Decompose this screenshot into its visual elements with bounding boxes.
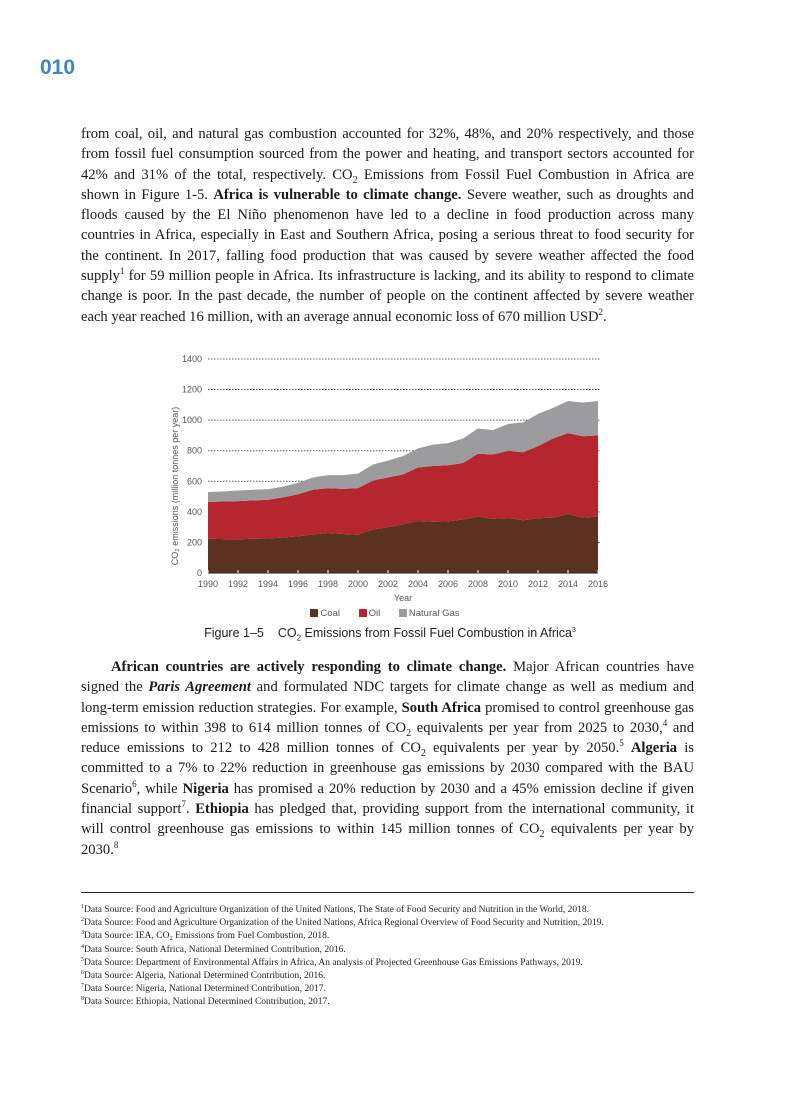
subscript: 2 [296,633,302,643]
legend-item-oil [359,608,381,619]
text-run: has pledged that, providing support from the international community, it will control greenhouse gas emissions to within 145 million tonnes of CO [81,801,695,838]
caption-text: Emissions from Fossil Fuel Combustion in Africa [301,626,572,640]
x-tick-label: 2010 [497,579,519,589]
emphasis-responding: African countries are actively responding to climate change. [111,659,507,675]
y-tick-label: 0 [196,568,202,578]
text-run: equivalents per year from 2025 to 2030, [411,719,663,736]
y-tick-label: 600 [186,476,202,487]
text-run: Major African countries have signed the [81,659,694,696]
figure-label: Figure 1–5 [204,626,264,640]
country-algeria: Algeria [630,740,678,757]
footnote-6 [81,970,701,983]
footnote-ref-8[interactable]: 8 [113,839,119,850]
text-run: equivalents per year by 2030. [81,821,694,858]
text-run [624,740,631,756]
text-run: from coal, oil, and natural gas combustion accounted for 32%, 48%, and 20% respectively, and those from fossil fuel consumption sourced from the power and heating, and transport sectors accounted for 42% and 31% of the total, respectively. CO [81,126,694,183]
x-tick-label: 1998 [317,579,339,589]
footnote-text: Data Source: Nigeria, National Determined Contribution, 2017. [84,984,326,995]
x-tick-label: 2004 [407,579,429,589]
text-run: and formulated NDC targets for climate change as well as medium and long-term emission reduction strategies. For example, [81,679,694,716]
text-run: is committed to a 7% to 22% reduction in greenhouse gas emissions by 2030 compared with the BAU Scenario [81,740,694,797]
x-tick-label: 1996 [287,579,309,589]
text-run: . [603,308,607,325]
figure-1-5 [160,345,630,645]
figure-caption [160,626,620,643]
footnote-7 [81,983,701,996]
country-south-africa: South Africa [401,699,482,716]
legend-label: Natural Gas [408,608,460,619]
footnote-ref-1[interactable]: 1 [119,266,125,277]
paris-agreement-title: Paris Agreement [148,679,251,696]
footnote-1 [81,904,701,917]
x-tick-label: 2006 [437,579,459,589]
text-run: . [185,801,196,818]
x-tick-label: 2014 [557,579,579,589]
subscript: 2 [420,748,426,760]
footnote-4 [81,944,701,957]
text-run: for 59 million people in Africa. Its infrastructure is lacking, and its ability to respond to climate change is poor. In the past decade, the number of people on the continent affected by severe weather each year reached 16 million, with an average annual economic loss of 670 million USD [81,268,694,325]
footnote-number: 5 [81,956,84,963]
legend-label: Oil [368,608,381,619]
footnote-ref-6[interactable]: 6 [132,778,137,789]
y-tick-label: 200 [186,537,202,548]
footnote-ref-3[interactable]: 3 [571,626,576,634]
body-paragraph-2 [81,657,694,860]
footnote-ref-4[interactable]: 4 [662,718,668,729]
x-tick-label: 2012 [527,579,549,589]
footnote-ref-5[interactable]: 5 [619,738,624,749]
chart-legend [160,608,610,619]
natural-gas-swatch-icon [399,609,407,617]
footnote-number: 6 [81,969,84,976]
footnote-text: Data Source: Algeria, National Determined Contribution, 2016. [84,971,326,982]
country-nigeria: Nigeria [182,780,229,797]
text-run: equivalents per year by 2050. [425,740,620,757]
footnote-number: 8 [81,996,84,1003]
y-axis-label: CO₂ emissions (million tonnes per year) [170,406,180,566]
legend-label: Coal [320,608,340,619]
footnote-number: 1 [81,903,84,910]
x-tick-label: 1990 [197,579,219,589]
footnote-ref-2[interactable]: 2 [598,306,604,317]
country-ethiopia: Ethiopia [195,801,249,818]
footnote-number: 4 [81,943,84,950]
text-run: Severe weather, such as droughts and floods caused by the El Niño phenomenon have led to a decline in food production across many countries in Africa, especially in East and Southern Africa, posing a serious threat to food security for the continent. In 2017, falling food production that was caused by severe weather affected the food supply [81,186,694,285]
x-tick-label: 1992 [227,579,249,589]
footnotes [81,904,701,1010]
y-tick-label: 400 [186,506,202,517]
x-tick-label: 1994 [257,579,279,589]
x-axis-label: Year [393,593,413,603]
y-tick-label: 1400 [181,354,202,364]
text-run: and reduce emissions to 212 to 428 million tonnes of CO [81,719,694,757]
footnote-text: Data Source: Food and Agriculture Organization of the United Nations, The State of Food Security and Nutrition in the World, 2018. [84,905,590,915]
text-run: has promised a 20% reduction by 2030 and a 45% emission decline if given financial support [81,780,694,818]
body-paragraph-1 [81,124,694,327]
coal-swatch-icon [310,609,318,617]
footnote-text: Data Source: Department of Environmental Affairs in Africa, An analysis of Projected Greenhouse Gas Emissions Pathways, 2019. [84,957,583,968]
legend-item-coal [310,608,340,619]
x-tick-label: 2000 [347,579,369,589]
footnote-3 [81,930,701,943]
subscript: 2 [539,829,545,841]
x-tick-label: 2008 [467,579,489,589]
y-tick-label: 800 [186,445,202,456]
footnote-text: Data Source: IEA, CO₂ Emissions from Fuel Combustion, 2018. [84,931,330,942]
footnote-number: 3 [81,930,84,937]
subscript: 2 [406,727,412,739]
footnote-number: 2 [81,917,84,924]
footnote-5 [81,957,701,970]
x-tick-label: 2016 [587,579,609,589]
caption-text: CO [277,626,297,640]
text-run: , while [136,780,183,797]
footnote-divider [81,892,694,893]
footnote-8 [81,996,701,1009]
emphasis-vulnerable: Africa is vulnerable to climate change. [213,186,462,203]
y-tick-label: 1200 [181,384,202,395]
footnote-text: Data Source: Food and Agriculture Organization of the United Nations, Africa Regional Overview of Food Security and Nutrition, 2019. [84,918,604,929]
text-run: promised to control greenhouse gas emissions to within 398 to 614 million tonnes of CO [81,699,694,736]
page-number: 010 [40,56,76,79]
oil-swatch-icon [359,609,367,617]
footnote-text: Data Source: Ethiopia, National Determined Contribution, 2017. [84,997,330,1008]
footnote-text: Data Source: South Africa, National Determined Contribution, 2016. [84,944,346,955]
stacked-area-chart [160,345,630,605]
footnote-2 [81,917,701,930]
x-tick-label: 2002 [377,579,399,589]
footnote-ref-7[interactable]: 7 [181,799,186,810]
legend-item-natural-gas [399,608,460,619]
subscript: 2 [352,174,358,186]
text-run: Emissions from Fossil Fuel Combustion in Africa are shown in Figure 1-5. [81,166,694,203]
footnote-number: 7 [81,983,84,990]
y-tick-label: 1000 [181,415,202,426]
